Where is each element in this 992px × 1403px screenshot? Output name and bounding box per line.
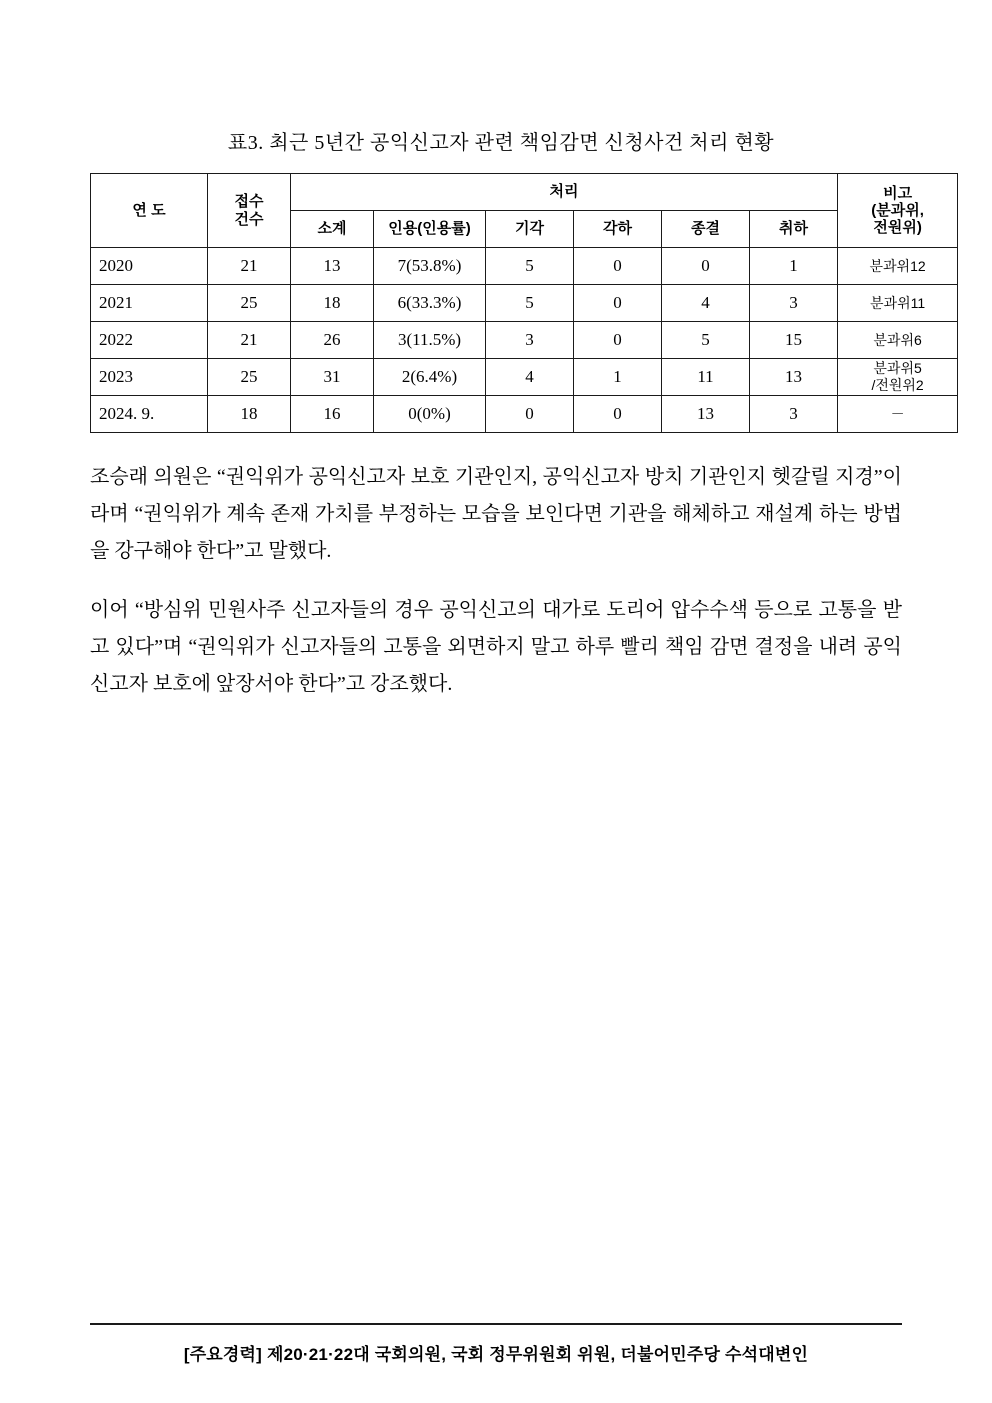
footer-career-note: [주요경력] 제20·21·22대 국회의원, 국회 정무위원회 위원, 더불어민주당 수석대변인 bbox=[183, 1345, 809, 1364]
header-year: 연 도 bbox=[91, 174, 208, 248]
cell-dismissed: 0 bbox=[574, 396, 662, 433]
cell-accepted: 3(11.5%) bbox=[374, 322, 486, 359]
cell-closed: 13 bbox=[662, 396, 750, 433]
table-header bbox=[91, 174, 958, 248]
cell-closed: 4 bbox=[662, 285, 750, 322]
cell-subtotal: 26 bbox=[291, 322, 374, 359]
cell-withdrawn: 3 bbox=[750, 285, 838, 322]
cell-received: 25 bbox=[208, 359, 291, 396]
cell-note: － bbox=[838, 396, 958, 433]
table-container bbox=[90, 173, 926, 433]
header-subtotal: 소계 bbox=[291, 211, 374, 248]
table-row bbox=[91, 248, 958, 285]
cell-year: 2022 bbox=[91, 322, 208, 359]
header-received: 접수 건수 bbox=[208, 174, 291, 248]
cell-accepted: 2(6.4%) bbox=[374, 359, 486, 396]
table-body bbox=[91, 248, 958, 433]
cell-received: 21 bbox=[208, 322, 291, 359]
header-accepted: 인용(인용률) bbox=[374, 211, 486, 248]
cell-year: 2024. 9. bbox=[91, 396, 208, 433]
body-text bbox=[90, 459, 902, 703]
cell-accepted: 6(33.3%) bbox=[374, 285, 486, 322]
cell-note: 분과위6 bbox=[838, 322, 958, 359]
cell-received: 18 bbox=[208, 396, 291, 433]
cell-received: 25 bbox=[208, 285, 291, 322]
cell-note: 분과위5 /전원위2 bbox=[838, 359, 958, 396]
cell-subtotal: 13 bbox=[291, 248, 374, 285]
header-process-group: 처리 bbox=[291, 174, 838, 211]
cell-rejected: 5 bbox=[486, 285, 574, 322]
responsibility-reduction-table bbox=[90, 173, 958, 433]
cell-subtotal: 31 bbox=[291, 359, 374, 396]
cell-subtotal: 16 bbox=[291, 396, 374, 433]
paragraph-quote-1: 조승래 의원은 “권익위가 공익신고자 보호 기관인지, 공익신고자 방치 기관인지 헷갈릴 지경”이라며 “권익위가 계속 존재 가치를 부정하는 모습을 보인다면 기관을 해체하고 재설계 하는 방법을 강구해야 한다”고 말했다. bbox=[90, 466, 902, 562]
header-withdrawn: 취하 bbox=[750, 211, 838, 248]
paragraph-quote-2: 이어 “방심위 민원사주 신고자들의 경우 공익신고의 대가로 도리어 압수수색 등으로 고통을 받고 있다”며 “권익위가 신고자들의 고통을 외면하지 말고 하루 빨리 책임 감면 결정을 내려 공익신고자 보호에 앞장서야 한다”고 강조했다. bbox=[90, 599, 902, 695]
table-title: 표3. 최근 5년간 공익신고자 관련 책임감면 신청사건 처리 현황 bbox=[227, 132, 775, 154]
cell-note: 분과위11 bbox=[838, 285, 958, 322]
table-row bbox=[91, 285, 958, 322]
table-header-row-1 bbox=[91, 174, 958, 211]
table-row bbox=[91, 322, 958, 359]
cell-closed: 11 bbox=[662, 359, 750, 396]
cell-dismissed: 0 bbox=[574, 285, 662, 322]
cell-withdrawn: 3 bbox=[750, 396, 838, 433]
cell-note: 분과위12 bbox=[838, 248, 958, 285]
cell-withdrawn: 1 bbox=[750, 248, 838, 285]
cell-withdrawn: 15 bbox=[750, 322, 838, 359]
cell-rejected: 3 bbox=[486, 322, 574, 359]
cell-withdrawn: 13 bbox=[750, 359, 838, 396]
cell-year: 2021 bbox=[91, 285, 208, 322]
cell-closed: 0 bbox=[662, 248, 750, 285]
cell-subtotal: 18 bbox=[291, 285, 374, 322]
header-rejected: 기각 bbox=[486, 211, 574, 248]
cell-rejected: 4 bbox=[486, 359, 574, 396]
cell-dismissed: 1 bbox=[574, 359, 662, 396]
header-dismissed: 각하 bbox=[574, 211, 662, 248]
cell-dismissed: 0 bbox=[574, 322, 662, 359]
cell-accepted: 7(53.8%) bbox=[374, 248, 486, 285]
header-note: 비고 (분과위, 전원위) bbox=[838, 174, 958, 248]
cell-year: 2020 bbox=[91, 248, 208, 285]
table-row bbox=[91, 359, 958, 396]
cell-rejected: 0 bbox=[486, 396, 574, 433]
cell-dismissed: 0 bbox=[574, 248, 662, 285]
header-closed: 종결 bbox=[662, 211, 750, 248]
cell-year: 2023 bbox=[91, 359, 208, 396]
cell-accepted: 0(0%) bbox=[374, 396, 486, 433]
footer-divider bbox=[90, 1323, 902, 1325]
cell-closed: 5 bbox=[662, 322, 750, 359]
table-row bbox=[91, 396, 958, 433]
cell-received: 21 bbox=[208, 248, 291, 285]
cell-rejected: 5 bbox=[486, 248, 574, 285]
